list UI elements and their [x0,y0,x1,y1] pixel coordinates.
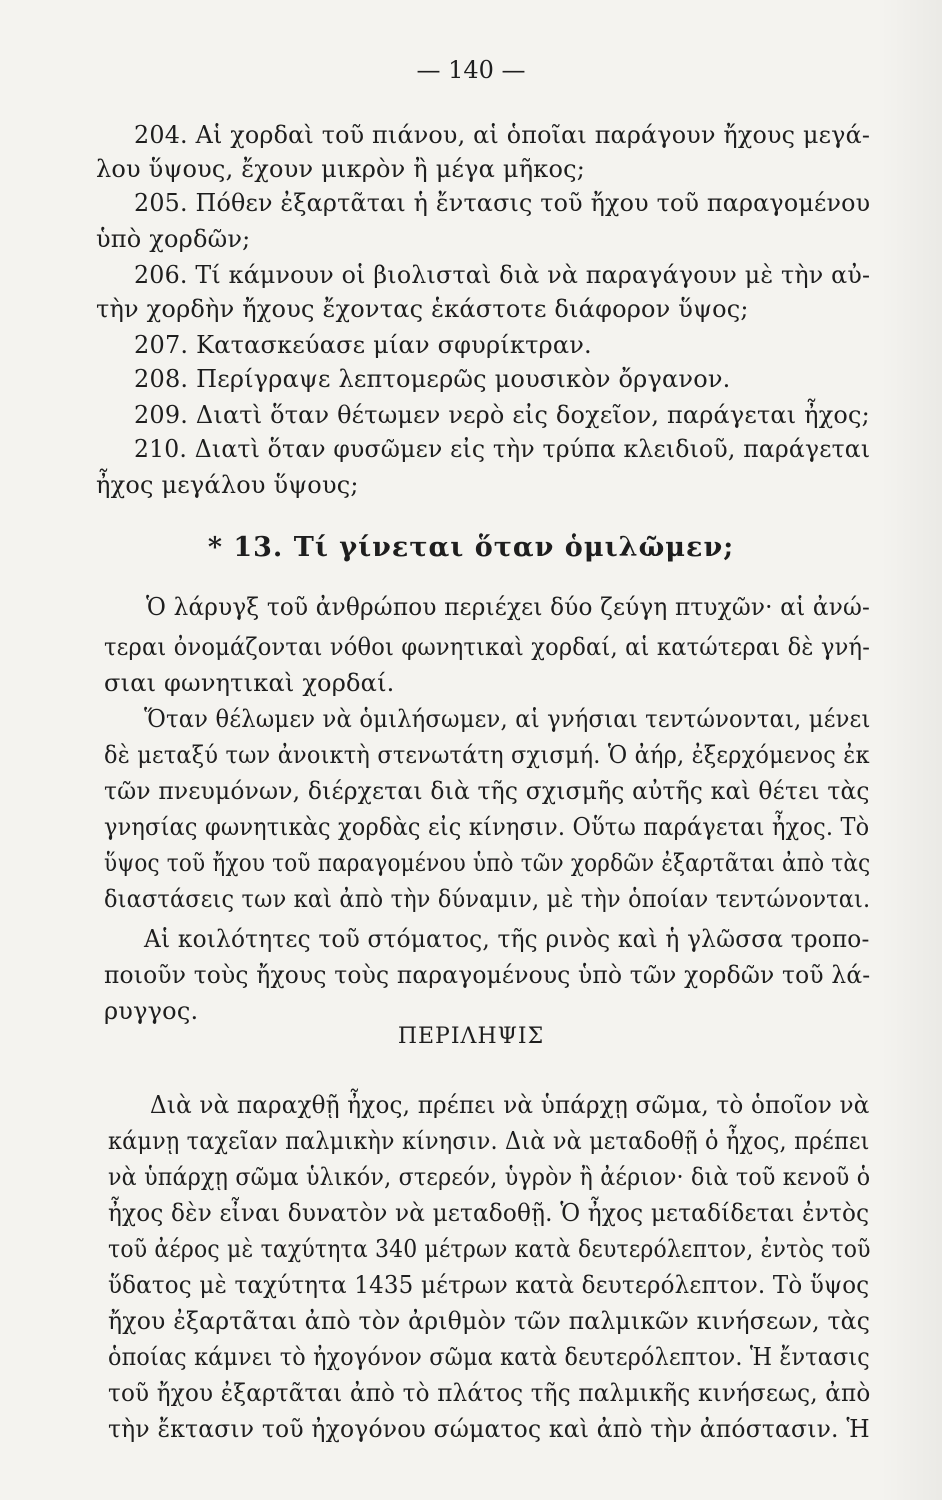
page-edge-shadow [880,0,942,1500]
question-line: 206. Τί κάμνουν οἱ βιολισταὶ διὰ νὰ παραγάγουν μὲ τὴν αὐ- [134,261,871,289]
body-line: τεραι ὀνομάζονται νόθοι φωνητικαὶ χορδαί, αἱ κατώτεραι δὲ γνή- [104,633,871,661]
summary-line: ὕδατος μὲ ταχύτητα 1435 μέτρων κατὰ δευτερόλεπτον. Τὸ ὕψος [108,1271,870,1299]
body-line: διαστάσεις των καὶ ἀπὸ τὴν δύναμιν, μὲ τὴν ὁποίαν τεντώνονται. [104,885,871,913]
body-line: ποιοῦν τοὺς ἤχους τοὺς παραγομένους ὑπὸ τῶν χορδῶν τοῦ λά- [104,961,871,989]
body-line: Ὅταν θέλωμεν νὰ ὁμιλήσωμεν, αἱ γνήσιαι τεντώνονται, μένει [144,705,871,733]
body-line: δὲ μεταξύ των ἀνοικτὴ στενωτάτη σχισμή. Ὁ ἀήρ, ἐξερχόμενος ἐκ [104,741,870,769]
section-heading: * 13. Τί γίνεται ὅταν ὁμιλῶμεν; [207,532,735,563]
question-line: 204. Αἱ χορδαὶ τοῦ πιάνου, αἱ ὁποῖαι παράγουν ἤχους μεγά- [134,121,871,149]
question-line: ἦχος μεγάλου ὕψους; [96,471,359,499]
summary-line: ἦχος δὲν εἶναι δυνατὸν νὰ μεταδοθῇ. Ὁ ἦχος μεταδίδεται ἐντὸς [108,1199,870,1227]
question-line: 210. Διατὶ ὅταν φυσῶμεν εἰς τὴν τρύπα κλειδιοῦ, παράγεται [134,435,871,463]
body-line: Ὁ λάρυγξ τοῦ ἀνθρώπου περιέχει δύο ζεύγη πτυχῶν· αἱ ἀνώ- [146,593,871,621]
question-line: 205. Πόθεν ἐξαρτᾶται ἡ ἔντασις τοῦ ἤχου τοῦ παραγομένου [134,189,871,217]
body-line: γνησίας φωνητικὰς χορδὰς εἰς κίνησιν. Οὕτω παράγεται ἦχος. Τὸ [104,813,870,841]
summary-line: τὴν ἔκτασιν τοῦ ἠχογόνου σώματος καὶ ἀπὸ τὴν ἀπόστασιν. Ἡ [108,1415,870,1443]
body-line: ρυγγος. [104,997,199,1025]
question-line: ὑπὸ χορδῶν; [96,225,251,253]
summary-line: κάμνῃ ταχεῖαν παλμικὴν κίνησιν. Διὰ νὰ μεταδοθῇ ὁ ἦχος, πρέπει [108,1127,870,1155]
body-line: ὕψος τοῦ ἤχου τοῦ παραγομένου ὑπὸ τῶν χορδῶν ἐξαρτᾶται ἀπὸ τὰς [104,849,871,877]
body-line: Αἱ κοιλότητες τοῦ στόματος, τῆς ρινὸς καὶ ἡ γλῶσσα τροπο- [144,925,870,953]
question-line: 208. Περίγραψε λεπτομερῶς μουσικὸν ὄργανον. [134,365,731,393]
question-line: 209. Διατὶ ὅταν θέτωμεν νερὸ εἰς δοχεῖον, παράγεται ἦχος; [134,401,870,429]
question-line: 207. Κατασκεύασε μίαν σφυρίκτραν. [134,331,592,359]
summary-line: Διὰ νὰ παραχθῇ ἦχος, πρέπει νὰ ὑπάρχῃ σῶμα, τὸ ὁποῖον νὰ [150,1091,870,1119]
summary-line: τοῦ ἀέρος μὲ ταχύτητα 340 μέτρων κατὰ δευτερόλεπτον, ἐντὸς τοῦ [108,1235,871,1263]
summary-line: ὁποίας κάμνει τὸ ἠχογόνον σῶμα κατὰ δευτερόλεπτον. Ἡ ἔντασις [108,1343,870,1371]
page-number: — 140 — [416,56,526,84]
body-line: σιαι φωνητικαὶ χορδαί. [104,669,395,697]
question-line: τὴν χορδὴν ἤχους ἔχοντας ἑκάστοτε διάφορον ὕψος; [96,295,749,323]
summary-line: τοῦ ἤχου ἐξαρτᾶται ἀπὸ τὸ πλάτος τῆς παλμικῆς κινήσεως, ἀπὸ [108,1379,871,1407]
question-line: λου ὕψους, ἔχουν μικρὸν ἢ μέγα μῆκος; [96,155,586,183]
summary-line: νὰ ὑπάρχῃ σῶμα ὑλικόν, στερεόν, ὑγρὸν ἢ ἀέριον· διὰ τοῦ κενοῦ ὁ [108,1163,871,1191]
summary-title: ΠΕΡΙΛΗΨΙΣ [397,1024,545,1049]
body-line: τῶν πνευμόνων, διέρχεται διὰ τῆς σχισμῆς αὐτῆς καὶ θέτει τὰς [104,777,870,805]
summary-line: ἤχου ἐξαρτᾶται ἀπὸ τὸν ἀριθμὸν τῶν παλμικῶν κινήσεων, τὰς [108,1307,871,1335]
